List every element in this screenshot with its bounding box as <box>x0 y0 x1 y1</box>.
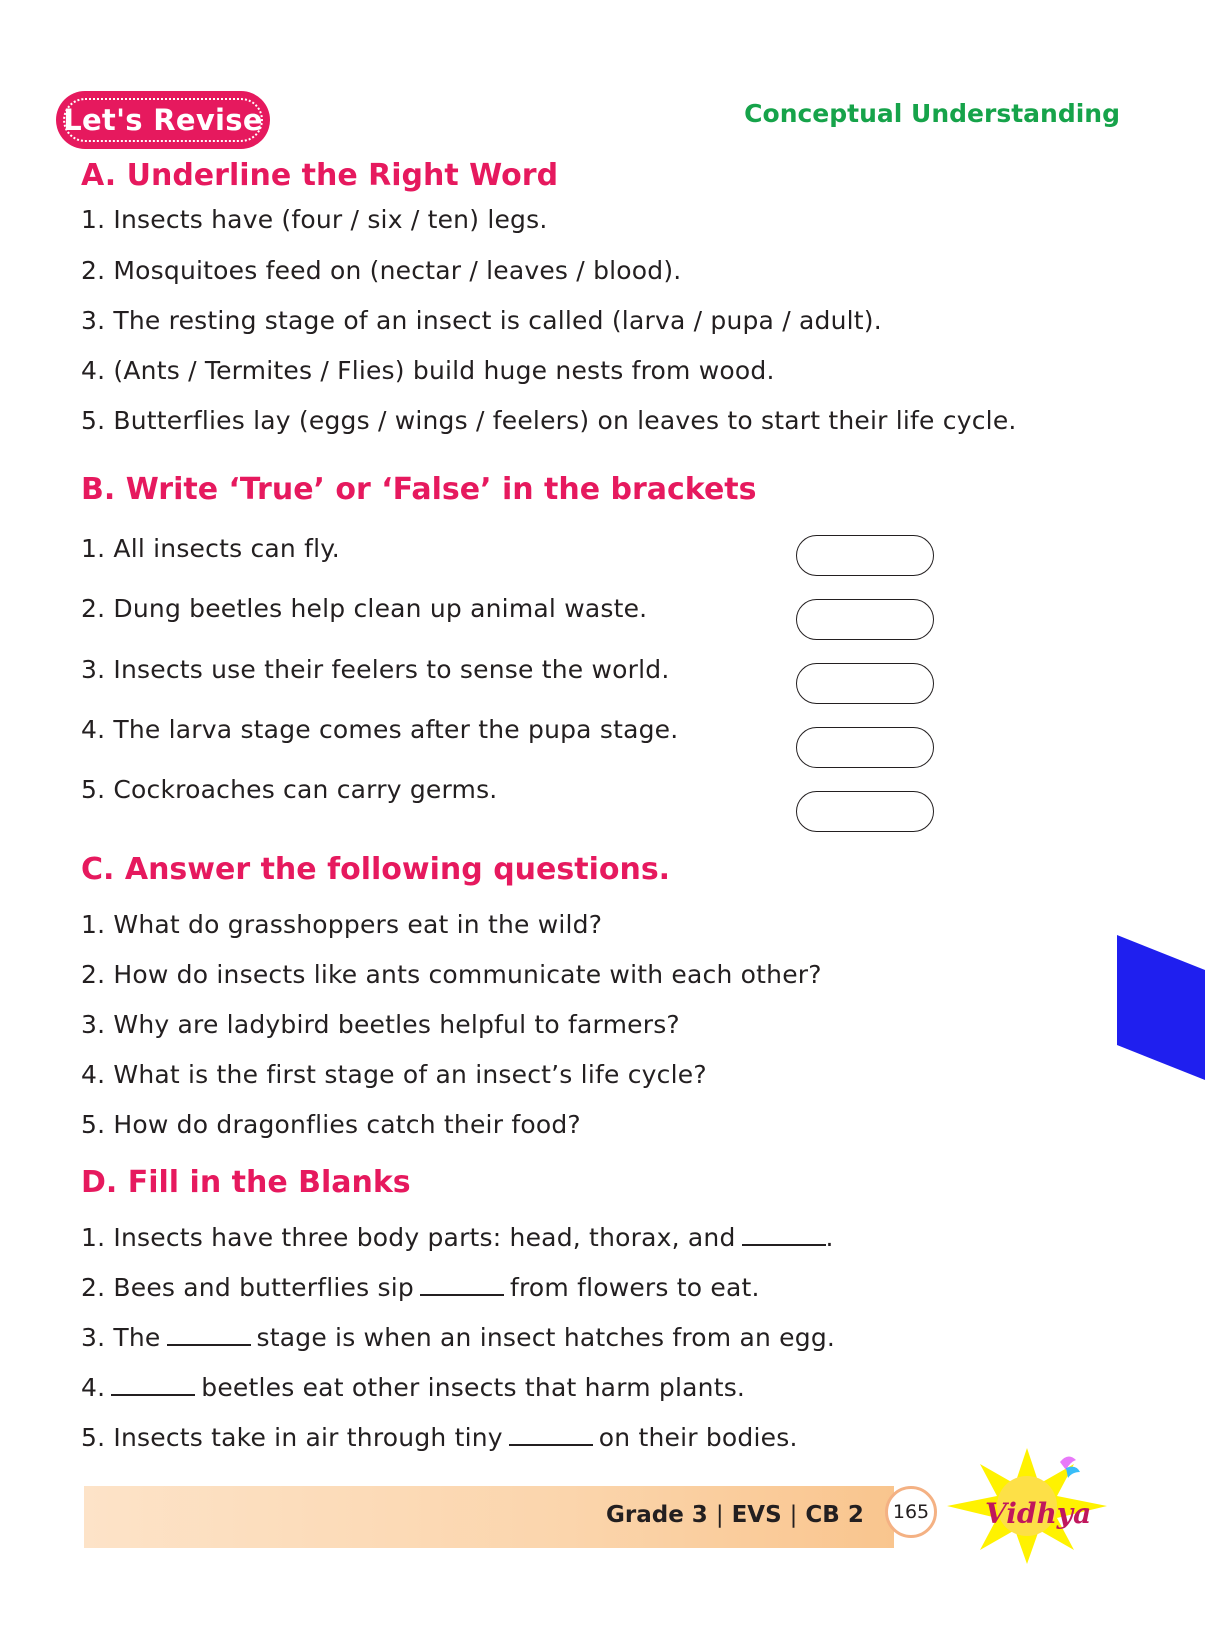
footer-separator: | <box>715 1502 724 1528</box>
blank-suffix: from flowers to eat. <box>509 1273 760 1302</box>
section-a-item: 2. Mosquitoes feed on (nectar / leaves / blood). <box>81 256 682 285</box>
section-a-item: 1. Insects have (four / six / ten) legs. <box>81 205 548 234</box>
fill-blank[interactable] <box>167 1322 251 1346</box>
section-d-title: D. Fill in the Blanks <box>81 1165 411 1200</box>
section-b-item: 2. Dung beetles help clean up animal waste. <box>81 594 648 623</box>
section-c-item: 1. What do grasshoppers eat in the wild? <box>81 910 603 939</box>
page-number: 165 <box>885 1486 937 1538</box>
true-false-answer-box[interactable] <box>796 599 934 640</box>
category-label: Conceptual Understanding <box>744 99 1120 128</box>
section-a-title: A. Underline the Right Word <box>81 158 559 193</box>
blank-prefix: 2. Bees and butterflies sip <box>81 1273 414 1302</box>
section-b-title: B. Write ‘True’ or ‘False’ in the brackets <box>81 472 757 507</box>
fill-blank[interactable] <box>742 1222 826 1246</box>
footer-grade: Grade 3 <box>606 1502 708 1528</box>
section-a-item: 3. The resting stage of an insect is called (larva / pupa / adult). <box>81 306 882 335</box>
fill-blank[interactable] <box>111 1372 195 1396</box>
lets-revise-badge <box>56 91 270 149</box>
section-c-item: 3. Why are ladybird beetles helpful to farmers? <box>81 1010 680 1039</box>
true-false-answer-box[interactable] <box>796 535 934 576</box>
section-b-item: 5. Cockroaches can carry germs. <box>81 775 498 804</box>
section-c-title: C. Answer the following questions. <box>81 852 671 887</box>
section-c-item: 2. How do insects like ants communicate with each other? <box>81 960 822 989</box>
section-d-item <box>81 1222 834 1252</box>
section-b-item: 4. The larva stage comes after the pupa stage. <box>81 715 679 744</box>
chapter-side-tab <box>1117 935 1205 1080</box>
section-d-item <box>81 1322 835 1352</box>
true-false-answer-box[interactable] <box>796 727 934 768</box>
blank-suffix: stage is when an insect hatches from an egg. <box>256 1323 836 1352</box>
section-b-item: 3. Insects use their feelers to sense the world. <box>81 655 670 684</box>
footer-info <box>606 1502 864 1528</box>
fill-blank[interactable] <box>509 1422 593 1446</box>
true-false-answer-box[interactable] <box>796 791 934 832</box>
true-false-answer-box[interactable] <box>796 663 934 704</box>
section-b-item: 1. All insects can fly. <box>81 534 340 563</box>
blank-suffix: on their bodies. <box>598 1423 798 1452</box>
footer-book: CB 2 <box>805 1502 864 1528</box>
section-d-item <box>81 1372 745 1402</box>
logo-wordmark: Vidhya <box>985 1497 1092 1530</box>
footer-separator: | <box>789 1502 798 1528</box>
section-d-item <box>81 1422 798 1452</box>
blank-suffix: . <box>825 1223 834 1252</box>
blank-suffix: beetles eat other insects that harm plants. <box>201 1373 746 1402</box>
section-a-item: 5. Butterflies lay (eggs / wings / feelers) on leaves to start their life cycle. <box>81 406 1017 435</box>
section-c-item: 5. How do dragonflies catch their food? <box>81 1110 581 1139</box>
blank-prefix: 1. Insects have three body parts: head, thorax, and <box>81 1223 736 1252</box>
badge-label: Let's Revise <box>63 103 263 137</box>
section-a-item: 4. (Ants / Termites / Flies) build huge nests from wood. <box>81 356 775 385</box>
footer-subject: EVS <box>731 1502 782 1528</box>
blank-prefix: 3. The <box>81 1323 161 1352</box>
section-c-item: 4. What is the first stage of an insect’s life cycle? <box>81 1060 707 1089</box>
fill-blank[interactable] <box>420 1272 504 1296</box>
blank-prefix: 4. <box>81 1373 106 1402</box>
section-d-item <box>81 1272 760 1302</box>
blank-prefix: 5. Insects take in air through tiny <box>81 1423 503 1452</box>
